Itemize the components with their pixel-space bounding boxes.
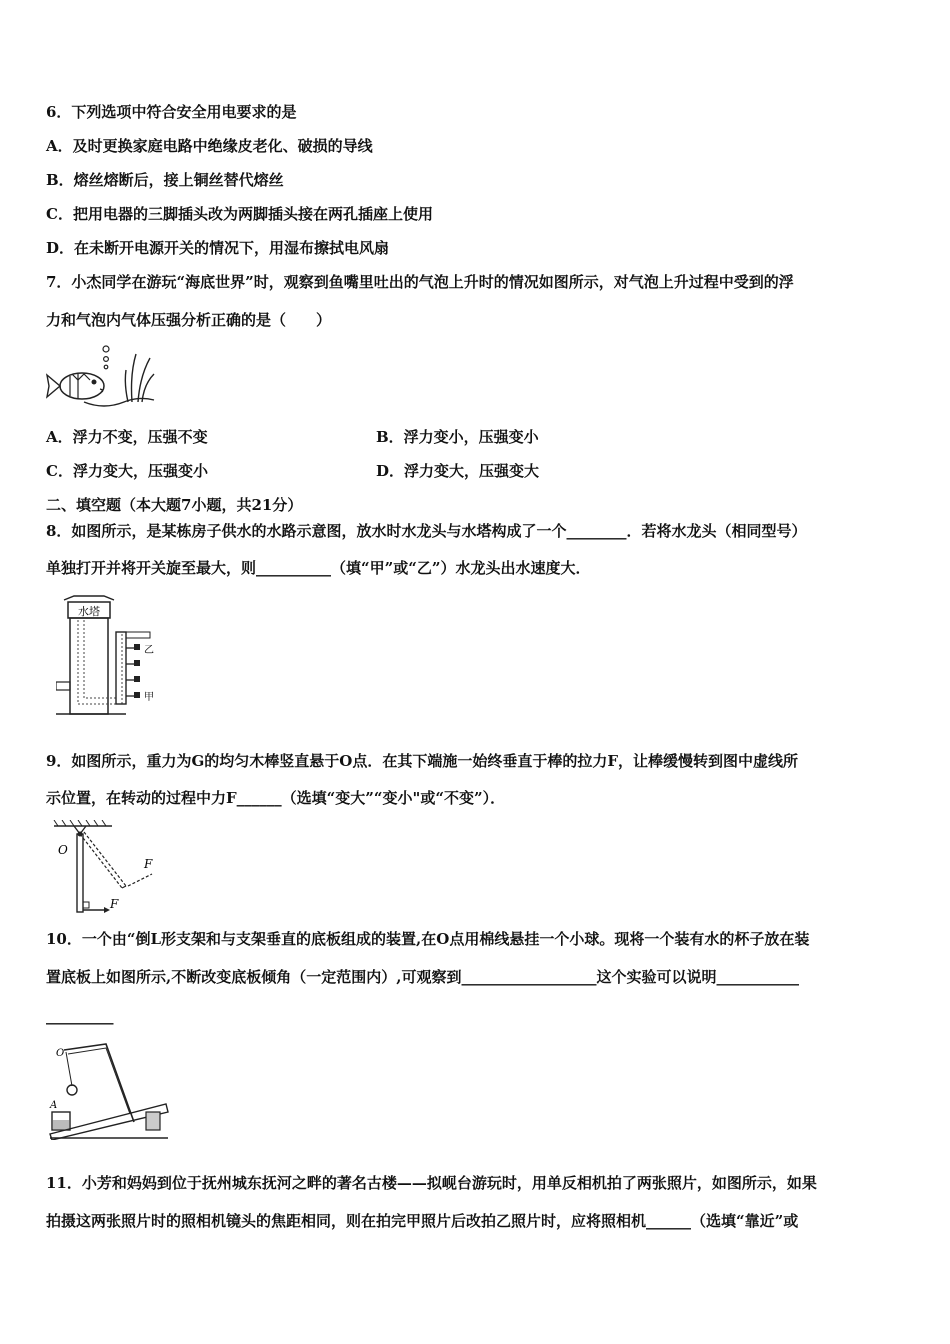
label-o: O (58, 843, 68, 857)
q10-line3: _________ (46, 1007, 114, 1025)
q7-option-a: A．浮力不变，压强不变 (46, 428, 208, 446)
label-a: A (50, 1100, 58, 1111)
fish-bubble-figure (44, 344, 164, 412)
q7-stem-line1: 7．小杰同学在游玩“海底世界”时，观察到鱼嘴里吐出的气泡上升时的情况如图所示，对气泡上升过程中受到的浮 (46, 273, 794, 291)
rod-lever-figure (48, 820, 168, 916)
q6-stem: 6．下列选项中符合安全用电要求的是 (46, 103, 297, 121)
label-f: F (110, 897, 119, 911)
q10-line1: 10．一个由“倒L形支架和与支架垂直的底板组成的装置,在O点用棉线悬挂一个小球。现将一个装有水的杯子放在装 (46, 930, 810, 948)
q7-option-c: C．浮力变大，压强变小 (46, 462, 208, 480)
tower-label: 水塔 (78, 605, 100, 618)
water-tower-figure (56, 594, 176, 720)
q8-line1: 8．如图所示，是某栋房子供水的水路示意图，放水时水龙头与水塔构成了一个________．若将水龙头（相同型号） (46, 522, 807, 540)
label-f-dashed: F (144, 857, 153, 871)
q7-stem-line2: 力和气泡内气体压强分析正确的是（ ） (46, 311, 332, 329)
label-jia: 甲 (144, 692, 154, 703)
q6-option-a: A．及时更换家庭电路中绝缘皮老化、破损的导线 (46, 137, 373, 155)
q6-option-c: C．把用电器的三脚插头改为两脚插头接在两孔插座上使用 (46, 205, 433, 223)
q11-line2: 拍摄这两张照片时的照相机镜头的焦距相同，则在拍完甲照片后改拍乙照片时，应将照相机______（选填“靠近”或 (46, 1212, 799, 1230)
q9-line2: 示位置，在转动的过程中力F______（选填“变大”“变小"或“不变”）． (46, 789, 506, 807)
inverted-l-stand-figure (48, 1042, 172, 1140)
q7-option-b: B．浮力变小，压强变小 (376, 428, 539, 446)
q7-option-d: D．浮力变大，压强变大 (376, 462, 540, 480)
label-yi: 乙 (144, 645, 154, 656)
q9-line1: 9．如图所示，重力为G的均匀木棒竖直悬于O点．在其下端施一始终垂直于棒的拉力F，让棒缓慢转到图中虚线所 (46, 752, 798, 770)
section2-title: 二、填空题（本大题7小题，共21分） (46, 496, 303, 514)
q6-option-b: B．熔丝熔断后，接上铜丝替代熔丝 (46, 171, 284, 189)
q11-line1: 11．小芳和妈妈到位于抚州城东抚河之畔的著名古楼——拟岘台游玩时，用单反相机拍了两张照片，如图所示，如果 (46, 1174, 817, 1192)
label-o: O (56, 1048, 65, 1059)
q8-line2: 单独打开并将开关旋至最大，则__________（填“甲”或“乙”）水龙头出水速度大． (46, 559, 591, 577)
q6-option-d: D．在未断开电源开关的情况下，用湿布擦拭电风扇 (46, 239, 390, 257)
q10-line2: 置底板上如图所示,不断改变底板倾角（一定范围内）,可观察到__________________这个实验可以说明___________ (46, 968, 799, 986)
